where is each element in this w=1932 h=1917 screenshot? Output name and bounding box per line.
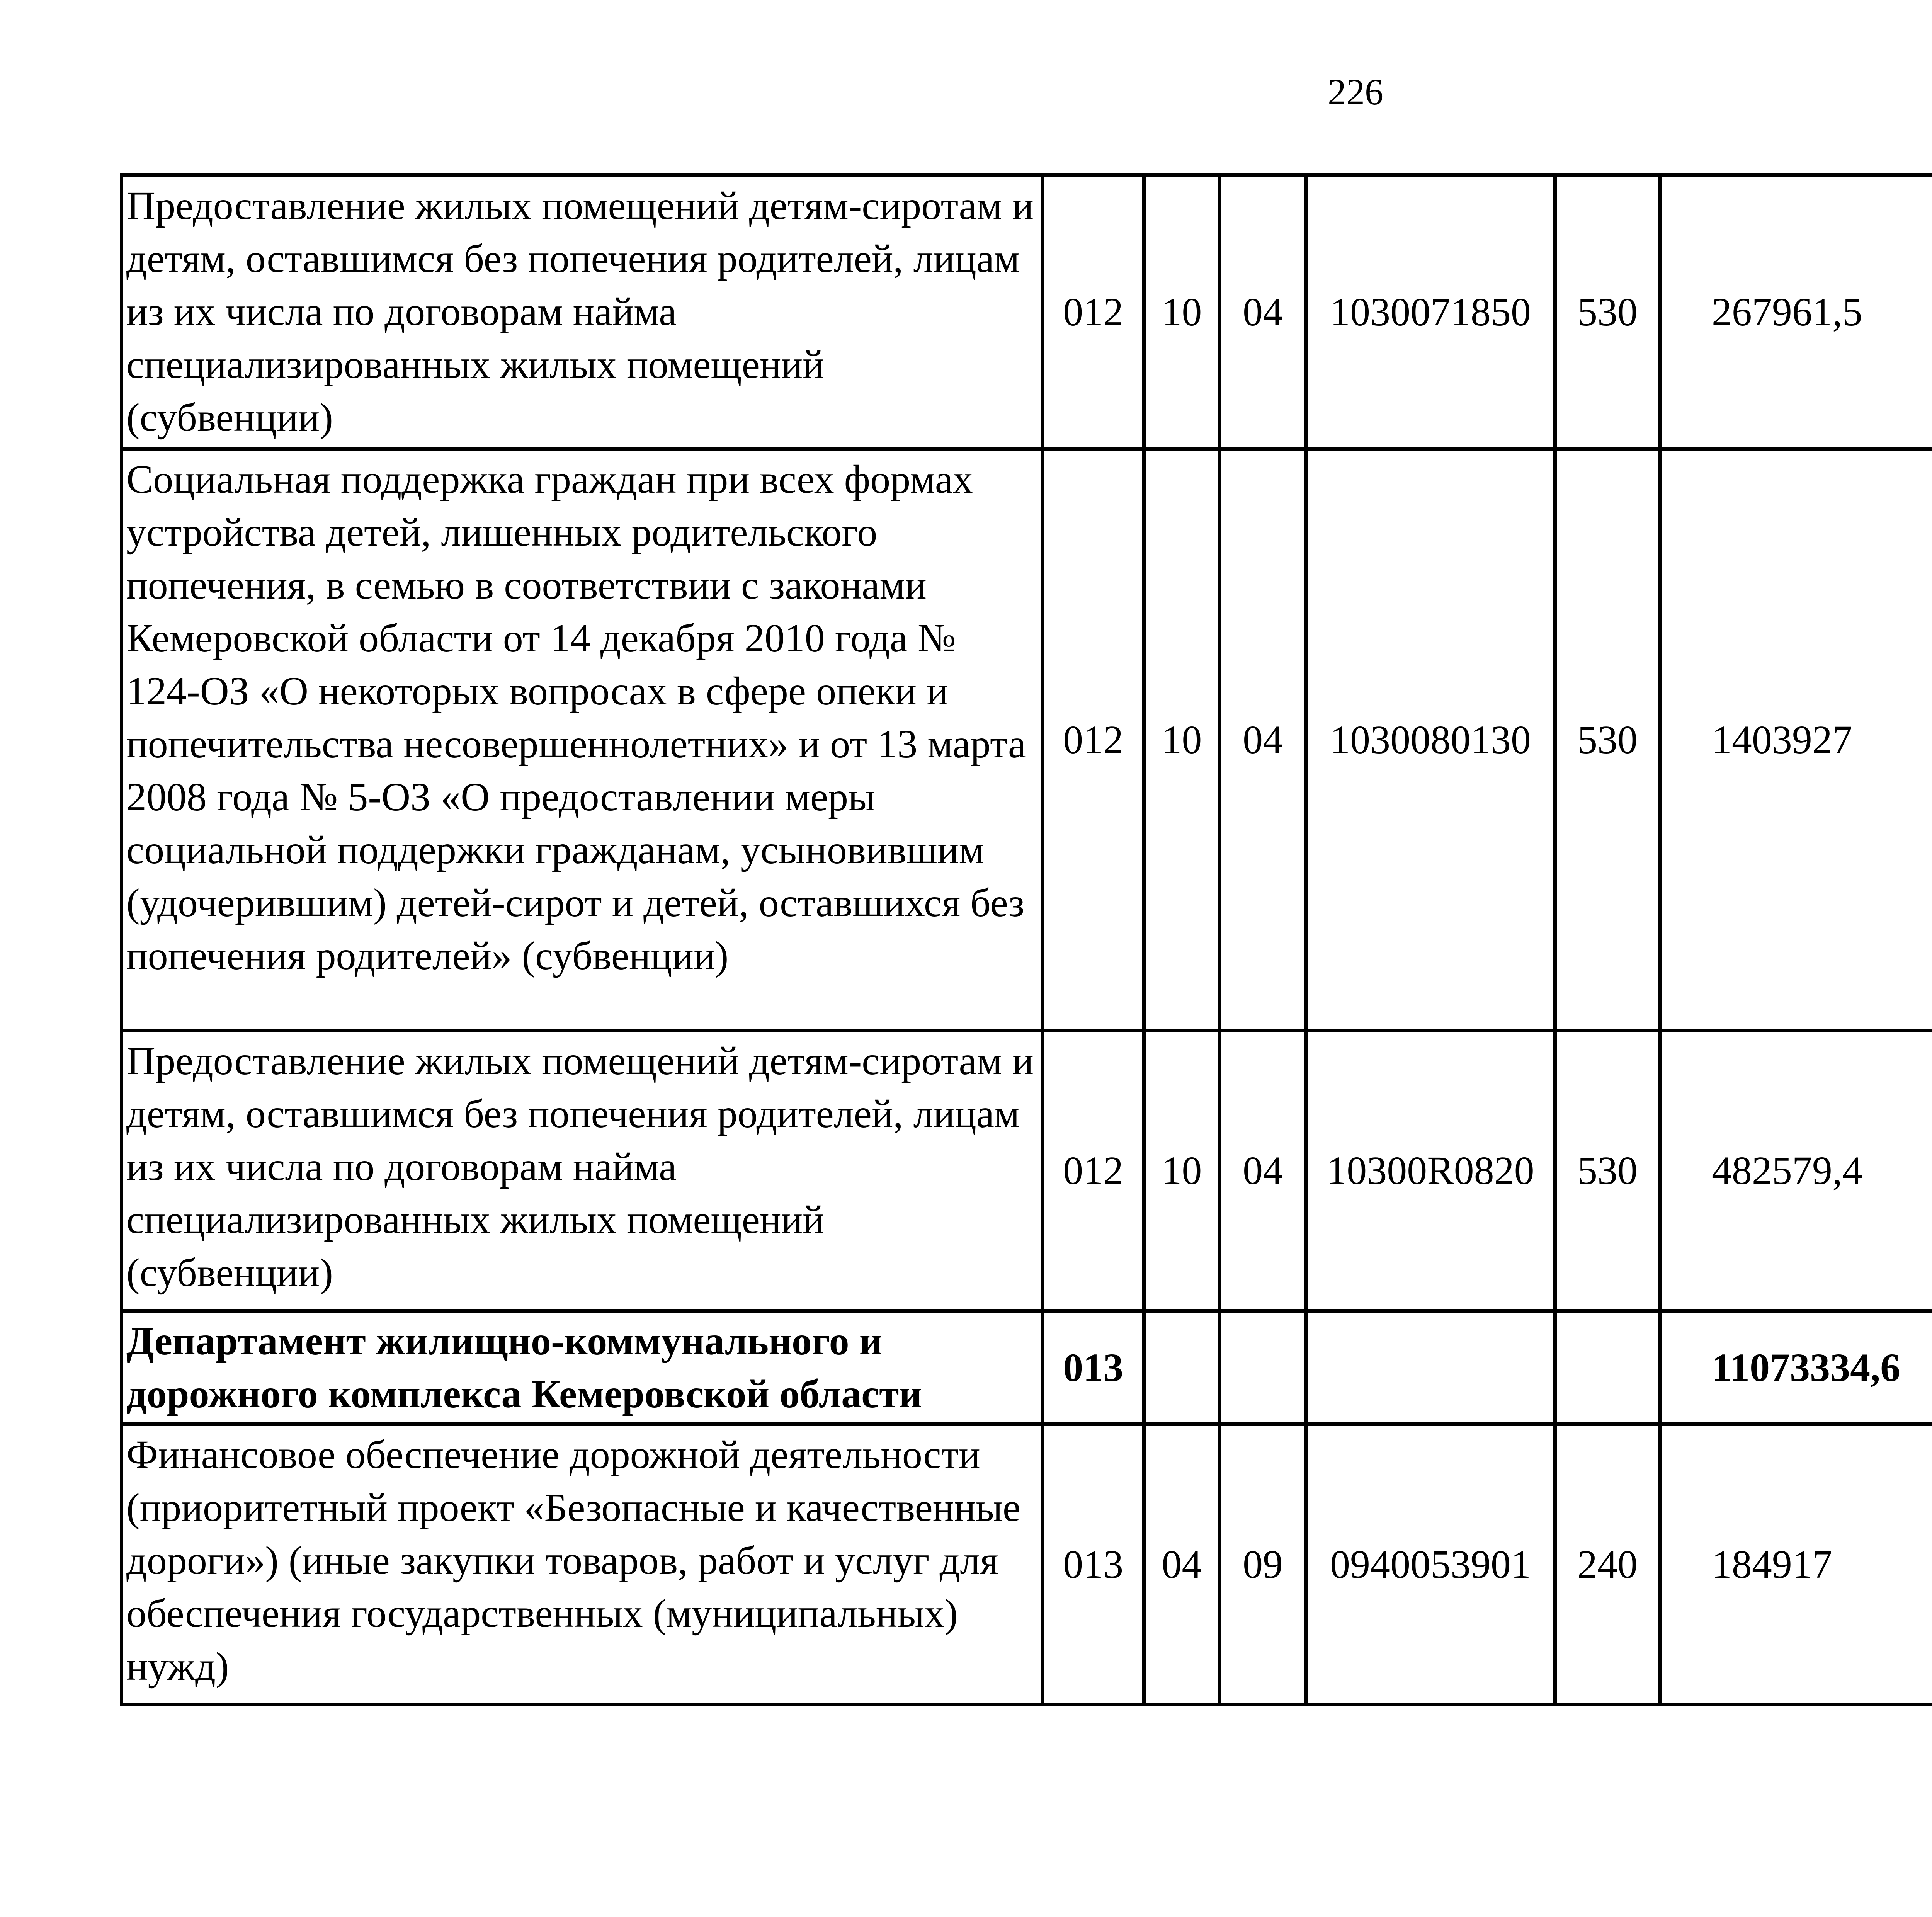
target-article-code — [1306, 1311, 1555, 1424]
section-code: 10 — [1144, 175, 1220, 449]
expense-type-code — [1555, 1311, 1660, 1424]
section-code — [1144, 1311, 1220, 1424]
row-description: Финансовое обеспечение дорожной деятельности (приоритетный проект «Безопасные и качественные дороги») (иные закупки товаров, работ и услуг для обеспечения государственных (муниципальных) нужд) — [122, 1424, 1043, 1705]
table-row — [122, 449, 1932, 1031]
expense-type-code: 530 — [1555, 1031, 1660, 1311]
ministry-code: 013 — [1043, 1424, 1144, 1705]
table-row-department-total — [122, 1311, 1932, 1424]
section-code: 10 — [1144, 1031, 1220, 1311]
expense-type-code: 530 — [1555, 449, 1660, 1031]
expense-type-code: 530 — [1555, 175, 1660, 449]
budget-table — [120, 173, 1932, 1706]
row-description: Предоставление жилых помещений детям-сиротам и детям, оставшимся без попечения родителей, лицам из их числа по договорам найма специализированных жилых помещений (субвенции) — [122, 175, 1043, 449]
page-number: 226 — [1328, 71, 1383, 112]
target-article-code: 0940053901 — [1306, 1424, 1555, 1705]
amount-year-1: 11073334,6 — [1660, 1311, 1932, 1424]
target-article-code: 1030080130 — [1306, 449, 1555, 1031]
ministry-code: 013 — [1043, 1311, 1144, 1424]
row-description: Предоставление жилых помещений детям-сиротам и детям, оставшимся без попечения родителей, лицам из их числа по договорам найма специализированных жилых помещений (субвенции) — [122, 1031, 1043, 1311]
amount-year-1: 1403927 — [1660, 449, 1932, 1031]
subsection-code: 09 — [1220, 1424, 1306, 1705]
ministry-code: 012 — [1043, 175, 1144, 449]
subsection-code: 04 — [1220, 449, 1306, 1031]
row-description: Социальная поддержка граждан при всех формах устройства детей, лишенных родительского попечения, в семью в соответствии с законами Кемеровской области от 14 декабря 2010 года № 124-ОЗ «О некоторых вопросах в сфере опеки и попечительства несовершеннолетних» и от 13 марта 2008 года № 5-ОЗ «О предоставлении меры социальной поддержки гражданам, усыновившим (удочерившим) детей-сирот и детей, оставшихся без попечения родителей» (субвенции) — [122, 449, 1043, 1031]
target-article-code: 1030071850 — [1306, 175, 1555, 449]
row-description: Департамент жилищно-коммунального и дорожного комплекса Кемеровской области — [122, 1311, 1043, 1424]
amount-year-1: 184917 — [1660, 1424, 1932, 1705]
target-article-code: 10300R0820 — [1306, 1031, 1555, 1311]
amount-year-1: 482579,4 — [1660, 1031, 1932, 1311]
section-code: 04 — [1144, 1424, 1220, 1705]
amount-year-1: 267961,5 — [1660, 175, 1932, 449]
expense-type-code: 240 — [1555, 1424, 1660, 1705]
table-row — [122, 175, 1932, 449]
table-row — [122, 1031, 1932, 1311]
ministry-code: 012 — [1043, 449, 1144, 1031]
table-row — [122, 1424, 1932, 1705]
ministry-code: 012 — [1043, 1031, 1144, 1311]
subsection-code: 04 — [1220, 1031, 1306, 1311]
subsection-code — [1220, 1311, 1306, 1424]
section-code: 10 — [1144, 449, 1220, 1031]
subsection-code: 04 — [1220, 175, 1306, 449]
